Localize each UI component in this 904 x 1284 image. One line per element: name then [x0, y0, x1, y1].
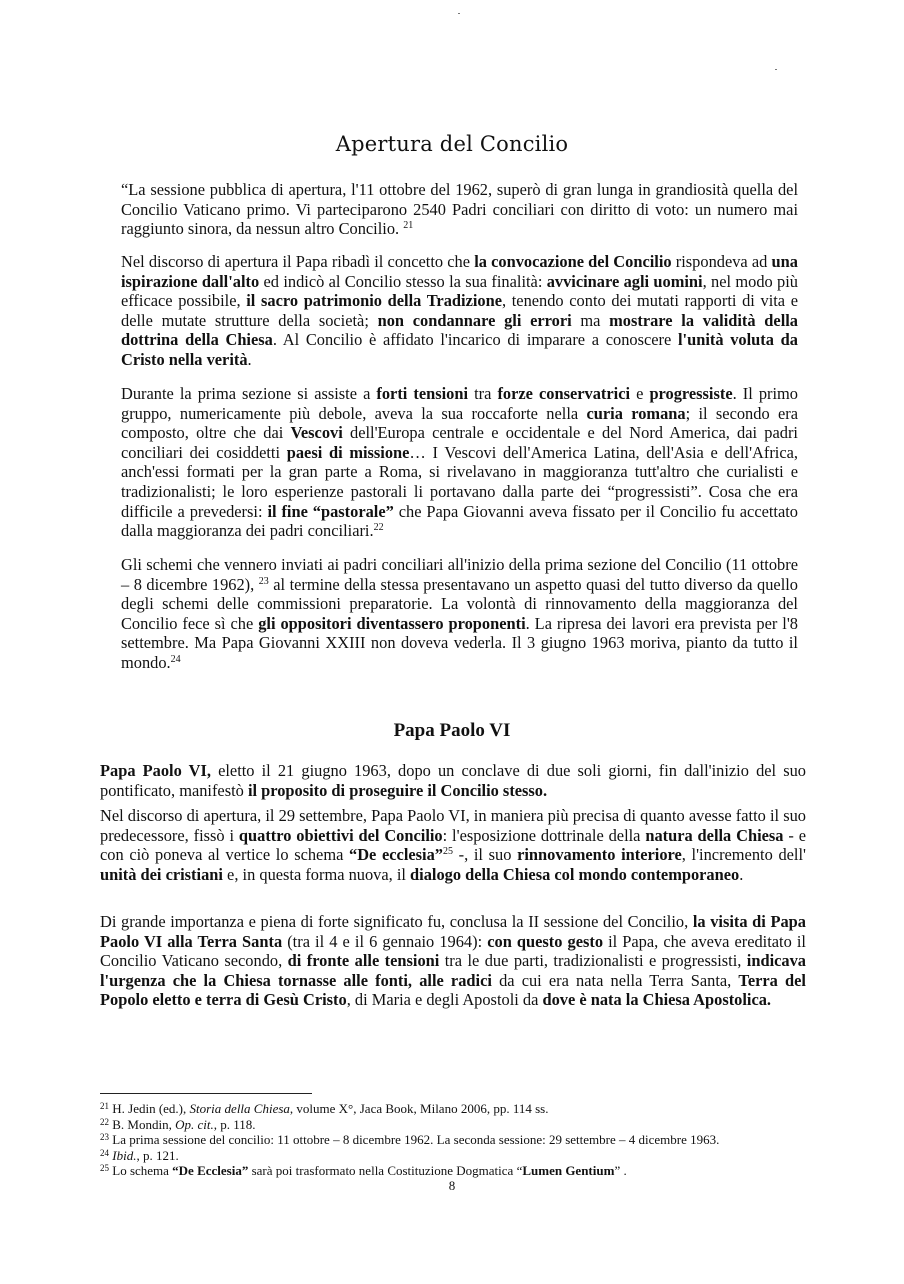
paragraph-four-objectives: Nel discorso di apertura, il 29 settembre, Papa Paolo VI, in maniera più precisa di quanto avesse fatto il suo predecessore, fissò i quattro obiettivi del Concilio: l'esposizione dottrinale della natura della Chiesa - e con ciò poneva al vertice lo schema “De ecclesia”$^{25}$ -, il suo rinnovamento interiore, l'incremento dell' unità dei cristiani e, in questa forma nuova, il dialogo della Chiesa col mondo contemporaneo. [100, 806, 806, 884]
footnote-23: $^{23}$ La prima sessione del concilio: 11 ottobre – 8 dicembre 1962. La seconda sessione: 29 settembre – 4 dicembre 1963. [100, 1132, 720, 1148]
footnotes [100, 1101, 810, 1179]
footnote-ref[interactable]: 25 [442, 846, 453, 858]
footnote-24: $^{24}$ Ibid., p. 121. [100, 1147, 179, 1163]
footnote-ref[interactable]: 23 [258, 575, 269, 587]
paragraph-schemes: Gli schemi che vennero inviati ai padri conciliari all'inizio della prima sezione del Concilio (11 ottobre – 8 dicembre 1962), $^{23}$ al termine della stessa presentavano un aspetto quasi del tutto diverso da quello degli schemi delle commissioni preparatorie. La volontà di rinnovamento della maggioranza del Concilio fece sì che gli oppositori diventassero proponenti. La ripresa dei lavori era prevista per l'8 settembre. Ma Papa Giovanni XXIII non doveva vederla. Il 3 giugno 1963 moriva, pianto da tutto il mondo.$^{24}$ [121, 555, 798, 672]
footnote-22: $^{22}$ B. Mondin, Op. cit., p. 118. [100, 1116, 256, 1132]
footnote-25: $^{25}$ Lo schema “De Ecclesia” sarà poi trasformato nella Costituzione Dogmatica “Lumen Gentium” . [100, 1163, 627, 1179]
page-title: Apertura del Concilio [335, 132, 569, 156]
scan-speck [775, 69, 777, 70]
paragraph-tensions: Durante la prima sezione si assiste a forti tensioni tra forze conservatrici e progressiste. Il primo gruppo, numericamente più debole, aveva la sua roccaforte nella curia romana; il secondo era composto, oltre che dai Vescovi dell'Europa centrale e occidentale e del Nord America, dai padri conciliari dei cosiddetti paesi di missione… I Vescovi dell'America Latina, dell'Asia e dell'Africa, anch'essi formati per la gran parte a Roma, si rivelavano in maggioranza tutt'altro che curialisti e tradizionalisti; le loro esperienze pastorali li portavano dalla parte dei “progressisti”. Cosa che era difficile a prevedersi: il fine “pastorale” che Papa Giovanni aveva fissato per il Concilio fu accettato dalla maggioranza dei padri conciliari.$^{22}$ [121, 384, 799, 541]
footnote-divider [100, 1093, 312, 1094]
footnote-21: $^{21}$ H. Jedin (ed.), Storia della Chiesa, volume X°, Jaca Book, Milano 2006, pp. 114 ss. [100, 1101, 549, 1116]
footnote-ref[interactable]: 24 [170, 653, 181, 665]
paragraph-pope-speech: Nel discorso di apertura il Papa ribadì il concetto che la convocazione del Concilio rispondeva ad una ispirazione dall'alto ed indicò al Concilio stesso la sua finalità: avvicinare agli uomini, nel modo più efficace possibile, il sacro patrimonio della Tradizione, tenendo conto dei mutati rapporti di vita e delle mutate strutture della società; non condannare gli errori ma mostrare la validità della dottrina della Chiesa. Al Concilio è affidato l'incarico di imparare a conoscere l'unità voluta da Cristo nella verità. [121, 252, 799, 369]
footnote-ref[interactable]: 21 [403, 220, 414, 232]
section-heading: Papa Paolo VI [393, 720, 511, 741]
page-number: 8 [448, 1178, 456, 1193]
paragraph-paul-vi-election: Papa Paolo VI, eletto il 21 giugno 1963, dopo un conclave di due soli giorni, fin dall'inizio del suo pontificato, manifestò il proposito di proseguire il Concilio stesso. [100, 761, 806, 800]
footnote-ref[interactable]: 22 [373, 522, 384, 534]
paragraph-holy-land-visit: Di grande importanza e piena di forte significato fu, conclusa la II sessione del Concilio, la visita di Papa Paolo VI alla Terra Santa (tra il 4 e il 6 gennaio 1964): con questo gesto il Papa, che aveva ereditato il Concilio Vaticano secondo, di fronte alle tensioni tra le due parti, tradizionalisti e progressisti, indicava l'urgenza che la Chiesa tornasse alle fonti, alle radici da cui era nata nella Terra Santa, Terra del Popolo eletto e terra di Gesù Cristo, di Maria e degli Apostoli da dove è nata la Chiesa Apostolica. [100, 912, 806, 1010]
scan-speck [458, 13, 460, 14]
paragraph-opening-session: “La sessione pubblica di apertura, l'11 ottobre del 1962, superò di gran lunga in grandiosità quella del Concilio Vaticano primo. Vi parteciparono 2540 Padri conciliari con diritto di voto: un numero mai raggiunto sinora, da nessun altro Concilio. $^{21}$ [121, 180, 798, 239]
